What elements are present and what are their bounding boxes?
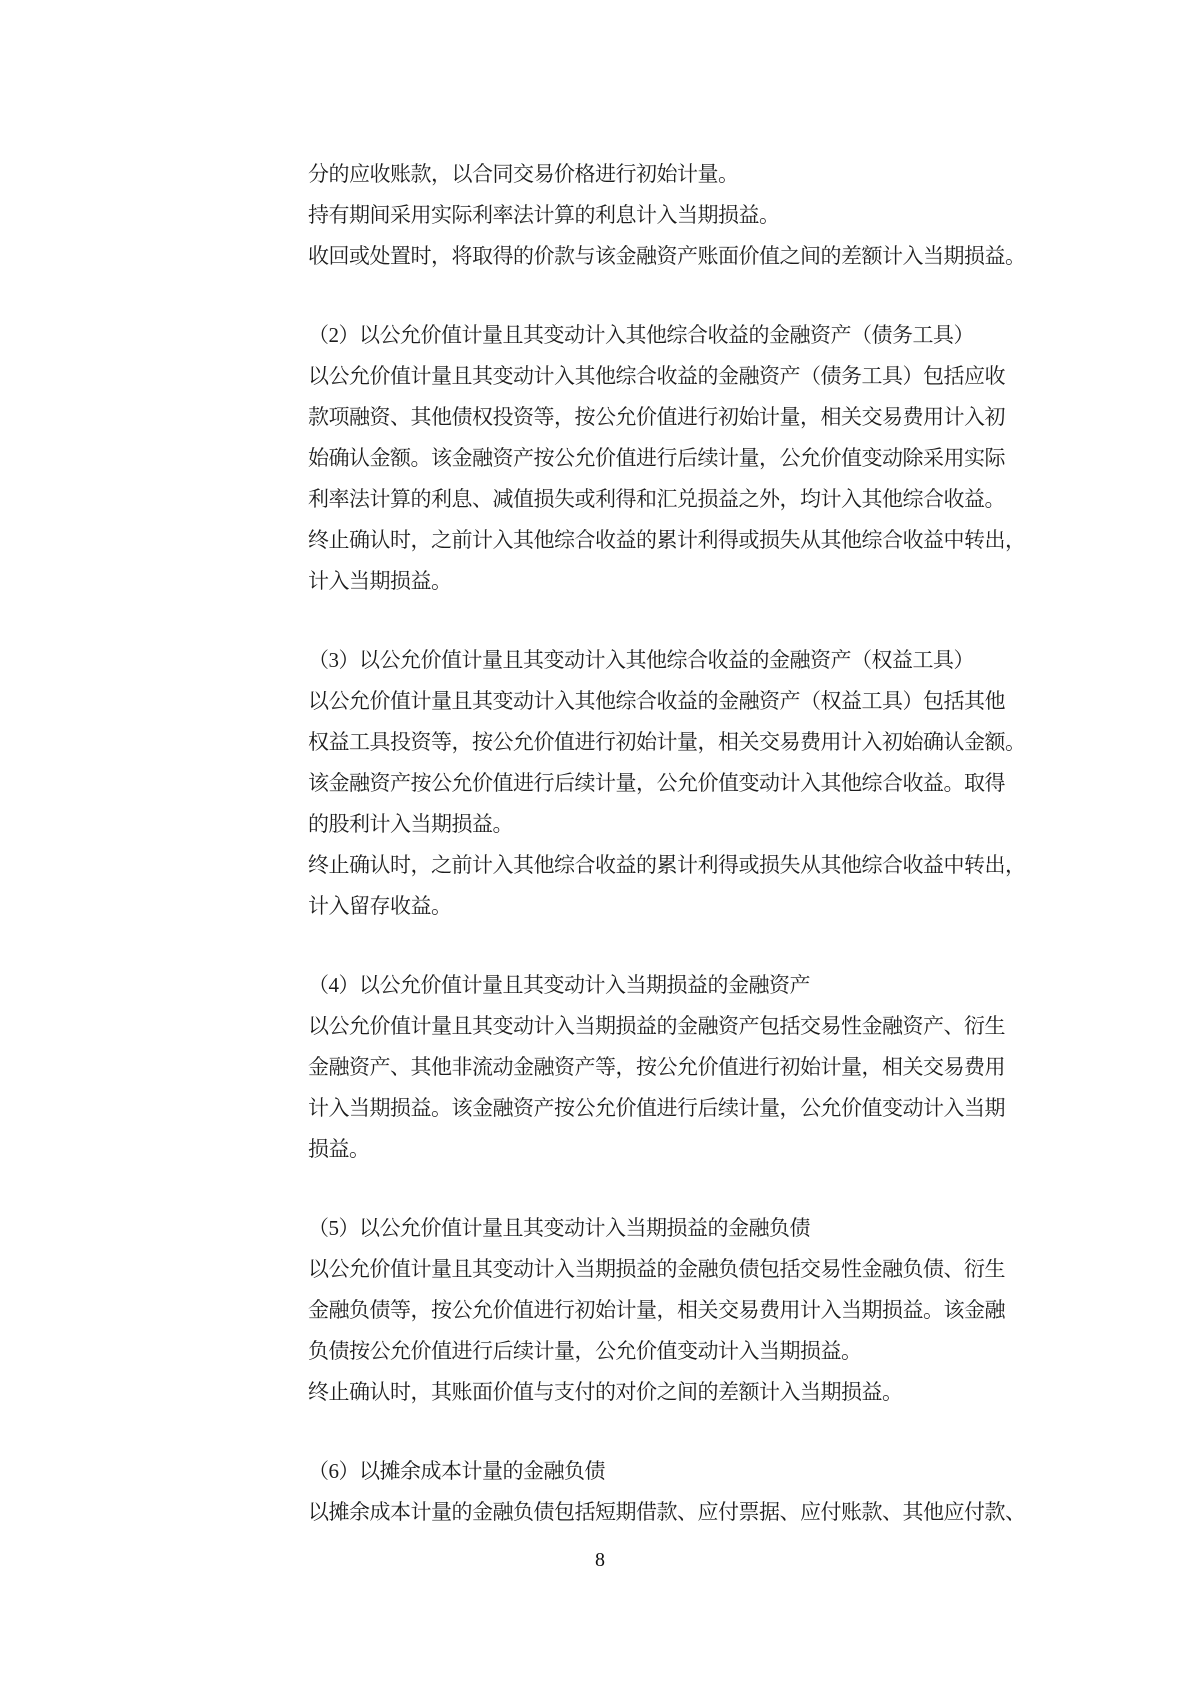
text-line: 的股利计入当期损益。 — [308, 812, 513, 836]
page-footer — [0, 1548, 1200, 1572]
section-heading: （4）以公允价值计量且其变动计入当期损益的金融资产 — [308, 973, 810, 997]
text-line: 损益。 — [308, 1137, 370, 1161]
text-line: 利率法计算的利息、减值损失或利得和汇兑损益之外，均计入其他综合收益。 — [308, 487, 1005, 511]
text-line: 负债按公允价值进行后续计量，公允价值变动计入当期损益。 — [308, 1339, 862, 1363]
text-line: 金融资产、其他非流动金融资产等，按公允价值进行初始计量，相关交易费用 — [308, 1055, 1005, 1079]
text-line: 始确认金额。该金融资产按公允价值进行后续计量，公允价值变动除采用实际 — [308, 446, 1005, 470]
text-line: 计入当期损益。该金融资产按公允价值进行后续计量，公允价值变动计入当期 — [308, 1096, 1005, 1120]
text-line: 分的应收账款，以合同交易价格进行初始计量。 — [308, 162, 739, 186]
text-line: 款项融资、其他债权投资等，按公允价值进行初始计量，相关交易费用计入初 — [308, 405, 1005, 429]
document-body — [308, 154, 1026, 1533]
text-line: 以公允价值计量且其变动计入其他综合收益的金融资产（权益工具）包括其他 — [308, 689, 1005, 713]
text-line: 权益工具投资等，按公允价值进行初始计量，相关交易费用计入初始确认金额。 — [308, 730, 1026, 754]
section-2-fvoci-debt — [308, 315, 1026, 602]
text-line: 计入当期损益。 — [308, 569, 452, 593]
text-line: 以公允价值计量且其变动计入其他综合收益的金融资产（债务工具）包括应收 — [308, 364, 1005, 388]
text-line: 收回或处置时，将取得的价款与该金融资产账面价值之间的差额计入当期损益。 — [308, 244, 1026, 268]
text-line: 终止确认时，之前计入其他综合收益的累计利得或损失从其他综合收益中转出， — [308, 528, 1026, 552]
text-line: 持有期间采用实际利率法计算的利息计入当期损益。 — [308, 203, 780, 227]
text-line: 终止确认时，之前计入其他综合收益的累计利得或损失从其他综合收益中转出， — [308, 853, 1026, 877]
text-line: 以公允价值计量且其变动计入当期损益的金融资产包括交易性金融资产、衍生 — [308, 1014, 1005, 1038]
section-3-fvoci-equity — [308, 640, 1026, 927]
text-line: 以公允价值计量且其变动计入当期损益的金融负债包括交易性金融负债、衍生 — [308, 1257, 1005, 1281]
section-6-amortized-cost-liabilities — [308, 1451, 1026, 1533]
text-line: 以摊余成本计量的金融负债包括短期借款、应付票据、应付账款、其他应付款、 — [308, 1500, 1026, 1524]
text-line: 终止确认时，其账面价值与支付的对价之间的差额计入当期损益。 — [308, 1380, 903, 1404]
section-heading: （3）以公允价值计量且其变动计入其他综合收益的金融资产（权益工具） — [308, 648, 974, 672]
text-line: 计入留存收益。 — [308, 894, 452, 918]
section-heading: （2）以公允价值计量且其变动计入其他综合收益的金融资产（债务工具） — [308, 323, 974, 347]
intro-continuation-section — [308, 154, 1026, 277]
text-line: 该金融资产按公允价值进行后续计量，公允价值变动计入其他综合收益。取得 — [308, 771, 1005, 795]
section-heading: （5）以公允价值计量且其变动计入当期损益的金融负债 — [308, 1216, 810, 1240]
page-number: 8 — [595, 1549, 605, 1571]
section-5-fvtpl-liabilities — [308, 1208, 1026, 1413]
section-heading: （6）以摊余成本计量的金融负债 — [308, 1459, 605, 1483]
text-line: 金融负债等，按公允价值进行初始计量，相关交易费用计入当期损益。该金融 — [308, 1298, 1005, 1322]
section-4-fvtpl-assets — [308, 965, 1026, 1170]
